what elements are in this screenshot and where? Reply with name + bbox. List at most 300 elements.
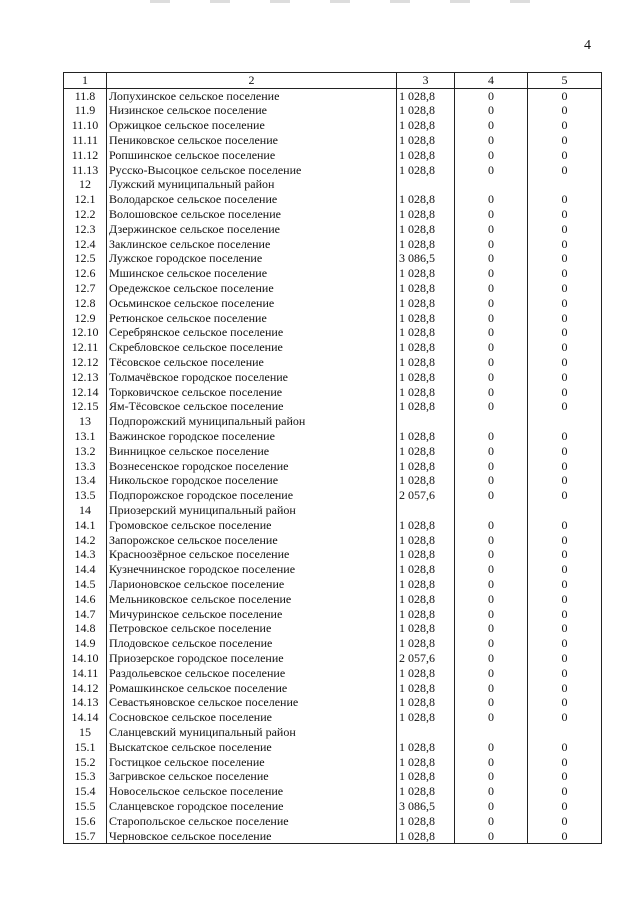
col-5-value: 0: [528, 104, 602, 119]
table-row: [64, 252, 602, 267]
col-5-value: 0: [528, 326, 602, 341]
row-number: 12.9: [64, 311, 107, 326]
settlement-name: Тёсовское сельское поселение: [107, 355, 397, 370]
table-row: [64, 814, 602, 829]
col-4-value: 0: [455, 784, 528, 799]
row-number: 15.5: [64, 799, 107, 814]
col-5-value: 0: [528, 488, 602, 503]
amount-value: 2 057,6: [397, 488, 455, 503]
settlement-name: Лужское городское поселение: [107, 252, 397, 267]
col-4-value: 0: [455, 163, 528, 178]
row-number: 14.1: [64, 518, 107, 533]
table-row: [64, 326, 602, 341]
table-row: [64, 281, 602, 296]
table-row: [64, 799, 602, 814]
settlement-name: Гостицкое сельское поселение: [107, 755, 397, 770]
settlement-name: Винницкое сельское поселение: [107, 444, 397, 459]
col-4-value: 0: [455, 459, 528, 474]
table-row: [64, 562, 602, 577]
table-row: [64, 296, 602, 311]
amount-value: 1 028,8: [397, 518, 455, 533]
col-4-value: 0: [455, 488, 528, 503]
amount-value: 3 086,5: [397, 252, 455, 267]
row-number: 12.7: [64, 281, 107, 296]
col-4-value: 0: [455, 370, 528, 385]
amount-value: 1 028,8: [397, 104, 455, 119]
table-row: [64, 592, 602, 607]
amount-value: 1 028,8: [397, 192, 455, 207]
row-number: 14.6: [64, 592, 107, 607]
col-4-value: 0: [455, 222, 528, 237]
row-number: 14.4: [64, 562, 107, 577]
row-number: 15: [64, 725, 107, 740]
col-5-value: 0: [528, 636, 602, 651]
amount-value: [397, 725, 455, 740]
row-number: 14.2: [64, 533, 107, 548]
col-5-value: 0: [528, 459, 602, 474]
col-4-value: 0: [455, 148, 528, 163]
header-col-3: 3: [397, 73, 455, 89]
amount-value: 1 028,8: [397, 740, 455, 755]
header-col-1: 1: [64, 73, 107, 89]
row-number: 12.6: [64, 266, 107, 281]
table-row: [64, 266, 602, 281]
row-number: 12.10: [64, 326, 107, 341]
settlement-name: Сосновское сельское поселение: [107, 710, 397, 725]
settlement-name: Русско-Высоцкое сельское поселение: [107, 163, 397, 178]
table-row: [64, 474, 602, 489]
amount-value: 1 028,8: [397, 769, 455, 784]
row-number: 11.11: [64, 133, 107, 148]
amount-value: 2 057,6: [397, 651, 455, 666]
col-5-value: 0: [528, 192, 602, 207]
table-row: [64, 148, 602, 163]
col-4-value: 0: [455, 548, 528, 563]
settlement-name: Торковичское сельское поселение: [107, 385, 397, 400]
col-4-value: 0: [455, 636, 528, 651]
table-row: [64, 192, 602, 207]
amount-value: 1 028,8: [397, 548, 455, 563]
col-5-value: 0: [528, 769, 602, 784]
row-number: 14.7: [64, 607, 107, 622]
table-row: [64, 178, 602, 193]
settlement-name: Скребловское сельское поселение: [107, 340, 397, 355]
settlement-name: Раздольевское сельское поселение: [107, 666, 397, 681]
row-number: 11.10: [64, 118, 107, 133]
row-number: 15.6: [64, 814, 107, 829]
table-row: [64, 503, 602, 518]
col-4-value: 0: [455, 562, 528, 577]
table-header: [64, 73, 602, 89]
table-row: [64, 666, 602, 681]
settlement-name: Оржицкое сельское поселение: [107, 118, 397, 133]
settlement-name: Мельниковское сельское поселение: [107, 592, 397, 607]
table-row: [64, 459, 602, 474]
table-row: [64, 385, 602, 400]
table-row: [64, 607, 602, 622]
amount-value: 1 028,8: [397, 562, 455, 577]
col-4-value: 0: [455, 237, 528, 252]
row-number: 14.5: [64, 577, 107, 592]
col-4-value: [455, 178, 528, 193]
row-number: 15.7: [64, 829, 107, 844]
col-4-value: 0: [455, 400, 528, 415]
table-row: [64, 88, 602, 103]
settlement-name: Оредежское сельское поселение: [107, 281, 397, 296]
table-body: [64, 88, 602, 844]
col-4-value: 0: [455, 681, 528, 696]
table-row: [64, 400, 602, 415]
col-4-value: 0: [455, 755, 528, 770]
amount-value: 1 028,8: [397, 577, 455, 592]
col-4-value: 0: [455, 621, 528, 636]
settlement-name: Плодовское сельское поселение: [107, 636, 397, 651]
amount-value: 1 028,8: [397, 237, 455, 252]
table-row: [64, 444, 602, 459]
amount-value: 1 028,8: [397, 385, 455, 400]
table-row: [64, 104, 602, 119]
table-row: [64, 355, 602, 370]
scan-artifact: [150, 0, 570, 3]
col-5-value: 0: [528, 252, 602, 267]
amount-value: 1 028,8: [397, 400, 455, 415]
table-row: [64, 222, 602, 237]
col-4-value: 0: [455, 607, 528, 622]
settlement-name: Подпорожский муниципальный район: [107, 414, 397, 429]
amount-value: 1 028,8: [397, 636, 455, 651]
col-5-value: 0: [528, 266, 602, 281]
col-4-value: 0: [455, 385, 528, 400]
col-4-value: 0: [455, 340, 528, 355]
col-4-value: 0: [455, 592, 528, 607]
table-row: [64, 681, 602, 696]
amount-value: [397, 414, 455, 429]
col-5-value: [528, 725, 602, 740]
col-5-value: 0: [528, 163, 602, 178]
col-5-value: 0: [528, 311, 602, 326]
row-number: 13.2: [64, 444, 107, 459]
settlement-name: Ям-Тёсовское сельское поселение: [107, 400, 397, 415]
settlement-name: Подпорожское городское поселение: [107, 488, 397, 503]
row-number: 12.2: [64, 207, 107, 222]
settlement-name: Дзержинское сельское поселение: [107, 222, 397, 237]
amount-value: [397, 178, 455, 193]
col-4-value: 0: [455, 814, 528, 829]
settlement-name: Мшинское сельское поселение: [107, 266, 397, 281]
amount-value: 1 028,8: [397, 326, 455, 341]
table-row: [64, 740, 602, 755]
col-5-value: 0: [528, 710, 602, 725]
amount-value: 1 028,8: [397, 710, 455, 725]
settlement-name: Новосельское сельское поселение: [107, 784, 397, 799]
settlement-name: Приозерское городское поселение: [107, 651, 397, 666]
col-4-value: 0: [455, 192, 528, 207]
settlement-name: Лужский муниципальный район: [107, 178, 397, 193]
row-number: 14.13: [64, 695, 107, 710]
table-row: [64, 577, 602, 592]
col-4-value: 0: [455, 118, 528, 133]
settlement-name: Важинское городское поселение: [107, 429, 397, 444]
table-row: [64, 725, 602, 740]
table-row: [64, 710, 602, 725]
table-row: [64, 755, 602, 770]
col-4-value: 0: [455, 769, 528, 784]
col-4-value: 0: [455, 266, 528, 281]
settlement-name: Сланцевский муниципальный район: [107, 725, 397, 740]
row-number: 12: [64, 178, 107, 193]
row-number: 15.4: [64, 784, 107, 799]
row-number: 12.15: [64, 400, 107, 415]
col-5-value: 0: [528, 740, 602, 755]
amount-value: 1 028,8: [397, 444, 455, 459]
col-5-value: 0: [528, 88, 602, 103]
settlement-name: Красноозёрное сельское поселение: [107, 548, 397, 563]
table-row: [64, 518, 602, 533]
row-number: 12.4: [64, 237, 107, 252]
settlement-name: Ларионовское сельское поселение: [107, 577, 397, 592]
col-4-value: 0: [455, 104, 528, 119]
amount-value: 1 028,8: [397, 296, 455, 311]
table-row: [64, 163, 602, 178]
col-5-value: 0: [528, 355, 602, 370]
col-5-value: 0: [528, 592, 602, 607]
settlement-name: Володарское сельское поселение: [107, 192, 397, 207]
col-4-value: 0: [455, 207, 528, 222]
header-col-4: 4: [455, 73, 528, 89]
row-number: 12.3: [64, 222, 107, 237]
settlement-name: Пениковское сельское поселение: [107, 133, 397, 148]
col-4-value: 0: [455, 133, 528, 148]
amount-value: 1 028,8: [397, 222, 455, 237]
col-5-value: 0: [528, 237, 602, 252]
table-row: [64, 370, 602, 385]
settlement-name: Заклинское сельское поселение: [107, 237, 397, 252]
row-number: 15.2: [64, 755, 107, 770]
col-4-value: 0: [455, 577, 528, 592]
amount-value: 1 028,8: [397, 370, 455, 385]
col-5-value: 0: [528, 400, 602, 415]
col-4-value: 0: [455, 296, 528, 311]
col-5-value: 0: [528, 562, 602, 577]
row-number: 13.4: [64, 474, 107, 489]
row-number: 15.3: [64, 769, 107, 784]
row-number: 15.1: [64, 740, 107, 755]
row-number: 12.8: [64, 296, 107, 311]
row-number: 12.14: [64, 385, 107, 400]
table-row: [64, 548, 602, 563]
amount-value: 1 028,8: [397, 266, 455, 281]
col-4-value: [455, 503, 528, 518]
amount-value: 1 028,8: [397, 281, 455, 296]
settlement-name: Осьминское сельское поселение: [107, 296, 397, 311]
amount-value: 1 028,8: [397, 533, 455, 548]
col-4-value: 0: [455, 281, 528, 296]
table-row: [64, 651, 602, 666]
settlement-name: Волошовское сельское поселение: [107, 207, 397, 222]
amount-value: 3 086,5: [397, 799, 455, 814]
settlement-name: Приозерский муниципальный район: [107, 503, 397, 518]
amount-value: 1 028,8: [397, 784, 455, 799]
row-number: 14.11: [64, 666, 107, 681]
row-number: 13.1: [64, 429, 107, 444]
table-row: [64, 488, 602, 503]
settlement-name: Мичуринское сельское поселение: [107, 607, 397, 622]
amount-value: [397, 503, 455, 518]
row-number: 11.13: [64, 163, 107, 178]
col-4-value: 0: [455, 355, 528, 370]
row-number: 12.11: [64, 340, 107, 355]
col-4-value: 0: [455, 695, 528, 710]
settlement-name: Кузнечнинское городское поселение: [107, 562, 397, 577]
col-5-value: 0: [528, 651, 602, 666]
amount-value: 1 028,8: [397, 355, 455, 370]
settlement-name: Низинское сельское поселение: [107, 104, 397, 119]
row-number: 14.8: [64, 621, 107, 636]
settlement-name: Севастьяновское сельское поселение: [107, 695, 397, 710]
settlement-name: Ропшинское сельское поселение: [107, 148, 397, 163]
col-5-value: 0: [528, 681, 602, 696]
col-4-value: 0: [455, 740, 528, 755]
settlement-name: Ромашкинское сельское поселение: [107, 681, 397, 696]
settlement-name: Старопольское сельское поселение: [107, 814, 397, 829]
col-4-value: 0: [455, 474, 528, 489]
amount-value: 1 028,8: [397, 340, 455, 355]
col-5-value: 0: [528, 518, 602, 533]
col-5-value: 0: [528, 385, 602, 400]
amount-value: 1 028,8: [397, 695, 455, 710]
col-4-value: 0: [455, 326, 528, 341]
table-row: [64, 636, 602, 651]
row-number: 12.5: [64, 252, 107, 267]
col-5-value: 0: [528, 207, 602, 222]
table-row: [64, 695, 602, 710]
col-5-value: 0: [528, 607, 602, 622]
table-row: [64, 311, 602, 326]
col-4-value: 0: [455, 311, 528, 326]
col-5-value: 0: [528, 444, 602, 459]
amount-value: 1 028,8: [397, 755, 455, 770]
amount-value: 1 028,8: [397, 814, 455, 829]
amount-value: 1 028,8: [397, 474, 455, 489]
col-5-value: 0: [528, 799, 602, 814]
col-4-value: 0: [455, 799, 528, 814]
table-row: [64, 118, 602, 133]
col-5-value: [528, 178, 602, 193]
col-5-value: 0: [528, 784, 602, 799]
amount-value: 1 028,8: [397, 163, 455, 178]
col-5-value: 0: [528, 577, 602, 592]
col-5-value: 0: [528, 222, 602, 237]
col-4-value: 0: [455, 252, 528, 267]
settlement-name: Никольское городское поселение: [107, 474, 397, 489]
col-5-value: 0: [528, 429, 602, 444]
table-row: [64, 533, 602, 548]
col-4-value: 0: [455, 444, 528, 459]
row-number: 11.12: [64, 148, 107, 163]
table-row: [64, 784, 602, 799]
amount-value: 1 028,8: [397, 607, 455, 622]
col-5-value: 0: [528, 281, 602, 296]
row-number: 14.3: [64, 548, 107, 563]
settlement-name: Лопухинское сельское поселение: [107, 88, 397, 103]
col-4-value: [455, 414, 528, 429]
col-4-value: 0: [455, 533, 528, 548]
amount-value: 1 028,8: [397, 429, 455, 444]
amount-value: 1 028,8: [397, 133, 455, 148]
settlement-name: Загривское сельское поселение: [107, 769, 397, 784]
amount-value: 1 028,8: [397, 666, 455, 681]
col-4-value: 0: [455, 829, 528, 844]
col-5-value: [528, 503, 602, 518]
row-number: 14.12: [64, 681, 107, 696]
settlement-name: Выскатское сельское поселение: [107, 740, 397, 755]
settlement-name: Толмачёвское городское поселение: [107, 370, 397, 385]
table-row: [64, 207, 602, 222]
settlement-name: Петровское сельское поселение: [107, 621, 397, 636]
col-5-value: 0: [528, 755, 602, 770]
amount-value: 1 028,8: [397, 118, 455, 133]
row-number: 12.12: [64, 355, 107, 370]
row-number: 14.10: [64, 651, 107, 666]
col-4-value: 0: [455, 666, 528, 681]
col-4-value: 0: [455, 88, 528, 103]
amount-value: 1 028,8: [397, 681, 455, 696]
settlement-name: Черновское сельское поселение: [107, 829, 397, 844]
amount-value: 1 028,8: [397, 148, 455, 163]
row-number: 14.9: [64, 636, 107, 651]
table-row: [64, 414, 602, 429]
table-row: [64, 769, 602, 784]
header-col-5: 5: [528, 73, 602, 89]
allocation-table: [63, 72, 602, 844]
header-row: [64, 73, 602, 89]
col-4-value: [455, 725, 528, 740]
header-col-2: 2: [107, 73, 397, 89]
amount-value: 1 028,8: [397, 592, 455, 607]
settlement-name: Вознесенское городское поселение: [107, 459, 397, 474]
row-number: 11.8: [64, 88, 107, 103]
col-4-value: 0: [455, 429, 528, 444]
table-row: [64, 340, 602, 355]
settlement-name: Серебрянское сельское поселение: [107, 326, 397, 341]
table-row: [64, 621, 602, 636]
col-5-value: 0: [528, 666, 602, 681]
row-number: 13: [64, 414, 107, 429]
col-5-value: 0: [528, 621, 602, 636]
amount-value: 1 028,8: [397, 311, 455, 326]
col-5-value: 0: [528, 296, 602, 311]
col-5-value: [528, 414, 602, 429]
row-number: 13.3: [64, 459, 107, 474]
row-number: 14.14: [64, 710, 107, 725]
col-5-value: 0: [528, 474, 602, 489]
table-row: [64, 829, 602, 844]
col-5-value: 0: [528, 118, 602, 133]
col-4-value: 0: [455, 710, 528, 725]
amount-value: 1 028,8: [397, 829, 455, 844]
row-number: 13.5: [64, 488, 107, 503]
settlement-name: Сланцевское городское поселение: [107, 799, 397, 814]
col-5-value: 0: [528, 829, 602, 844]
col-5-value: 0: [528, 133, 602, 148]
col-5-value: 0: [528, 548, 602, 563]
col-5-value: 0: [528, 533, 602, 548]
table-row: [64, 237, 602, 252]
col-5-value: 0: [528, 148, 602, 163]
row-number: 11.9: [64, 104, 107, 119]
amount-value: 1 028,8: [397, 207, 455, 222]
col-4-value: 0: [455, 651, 528, 666]
